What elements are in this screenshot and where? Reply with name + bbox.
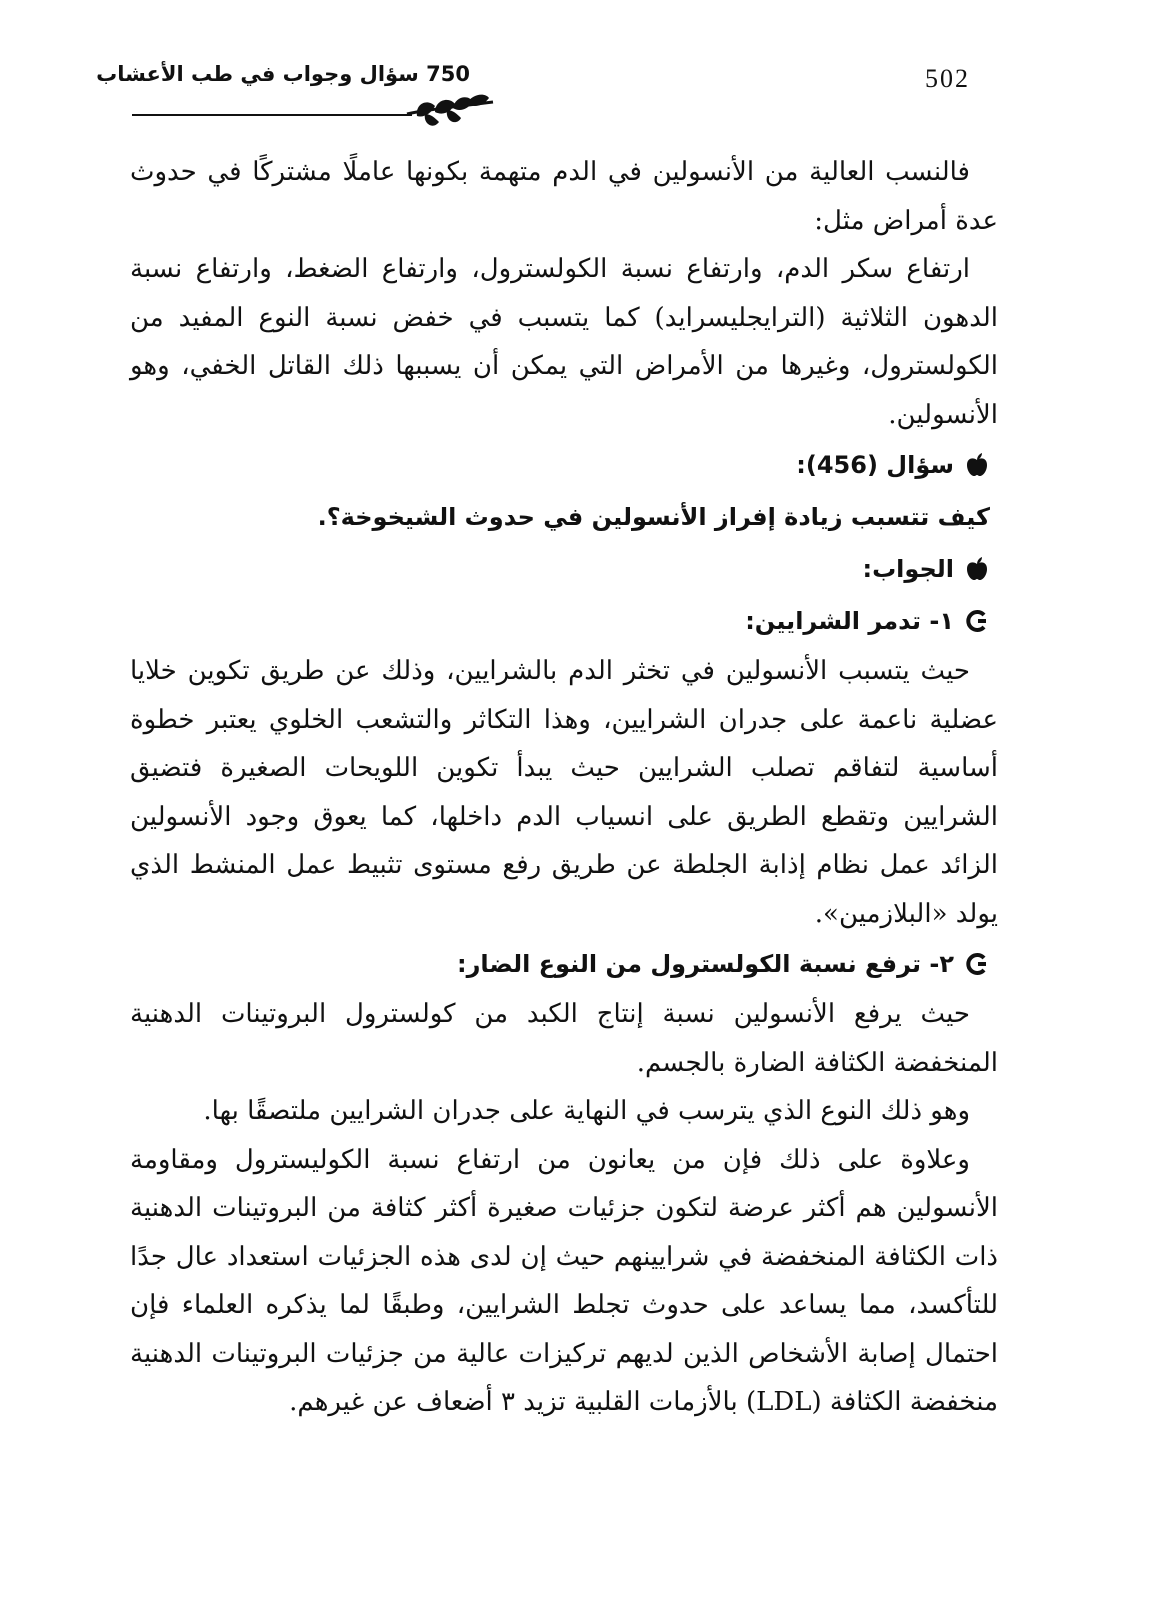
page-header [0,58,1152,138]
answer-label: الجواب: [862,555,954,583]
section-heading-2-text: ٢- ترفع نسبة الكولسترول من النوع الضار: [457,950,954,978]
question-label: سؤال (456): [796,451,954,479]
running-title: 750 سؤال وجواب في طب الأعشاب [96,62,470,86]
page-body [130,148,998,1427]
intro-paragraph-2: ارتفاع سكر الدم، وارتفاع نسبة الكولسترول، وارتفاع الضغط، وارتفاع نسبة الدهون الثلاثية (الترايجليسرايد) كما يتسبب في خفض نسبة النوع المفيد من الكولسترول، وغيرها من الأمراض التي يمكن أن يسببها ذلك القاتل الخفي، وهو الأنسولين. [130,254,998,430]
apple-icon [964,556,990,582]
question-text: كيف تتسبب زيادة إفراز الأنسولين في حدوث الشيخوخة؟. [317,503,990,531]
section-heading-1 [130,595,998,647]
c-shaped-arrow-icon [964,608,990,634]
section-2-paragraph-2: وهو ذلك النوع الذي يترسب في النهاية على جدران الشرايين ملتصقًا بها. [203,1096,970,1126]
section-2-paragraph-1: حيث يرفع الأنسولين نسبة إنتاج الكبد من كولسترول البروتينات الدهنية المنخفضة الكثافة الضارة بالجسم. [130,999,998,1078]
c-shaped-arrow-icon [964,951,990,977]
intro-paragraph-1: فالنسب العالية من الأنسولين في الدم متهمة بكونها عاملًا مشتركًا في حدوث عدة أمراض مثل: [130,157,998,236]
leaf-ornament-icon [405,92,495,132]
section-1-paragraph-1: حيث يتسبب الأنسولين في تخثر الدم بالشرايين، وذلك عن طريق تكوين خلايا عضلية ناعمة على جدران الشرايين، وهذا التكاثر والتشعب الخلوي يعتبر خطوة أساسية لتفاقم تصلب الشرايين حيث يبدأ تكوين اللويحات الصغيرة فتضيق الشرايين وتقطع الطريق على انسياب الدم داخلها، كما يعوق وجود الأنسولين الزائد عمل نظام إذابة الجلطة عن طريق رفع مستوى تثبيط عمل المنشط الذي يولد «البلازمين». [130,656,998,929]
question-label-line [130,439,998,491]
header-rule [132,114,412,116]
section-heading-1-text: ١- تدمر الشرايين: [745,607,954,635]
section-heading-2 [130,938,998,990]
section-2-paragraph-3: وعلاوة على ذلك فإن من يعانون من ارتفاع نسبة الكوليسترول ومقاومة الأنسولين هم أكثر عرضة لتكون جزئيات صغيرة أكثر كثافة من البروتينات الدهنية ذات الكثافة المنخفضة في شرايينهم حيث إن لدى هذه الجزئيات استعداد عال جدًا للتأكسد، مما يساعد على حدوث تجلط الشرايين، وطبقًا لما يذكره العلماء فإن احتمال إصابة الأشخاص الذين لديهم تركيزات عالية من جزئيات البروتينات الدهنية منخفضة الكثافة (LDL) بالأزمات القلبية تزيد ٣ أضعاف عن غيرهم. [130,1144,998,1417]
apple-icon [964,452,990,478]
answer-label-line [130,543,998,595]
page-number: 502 [925,64,970,93]
